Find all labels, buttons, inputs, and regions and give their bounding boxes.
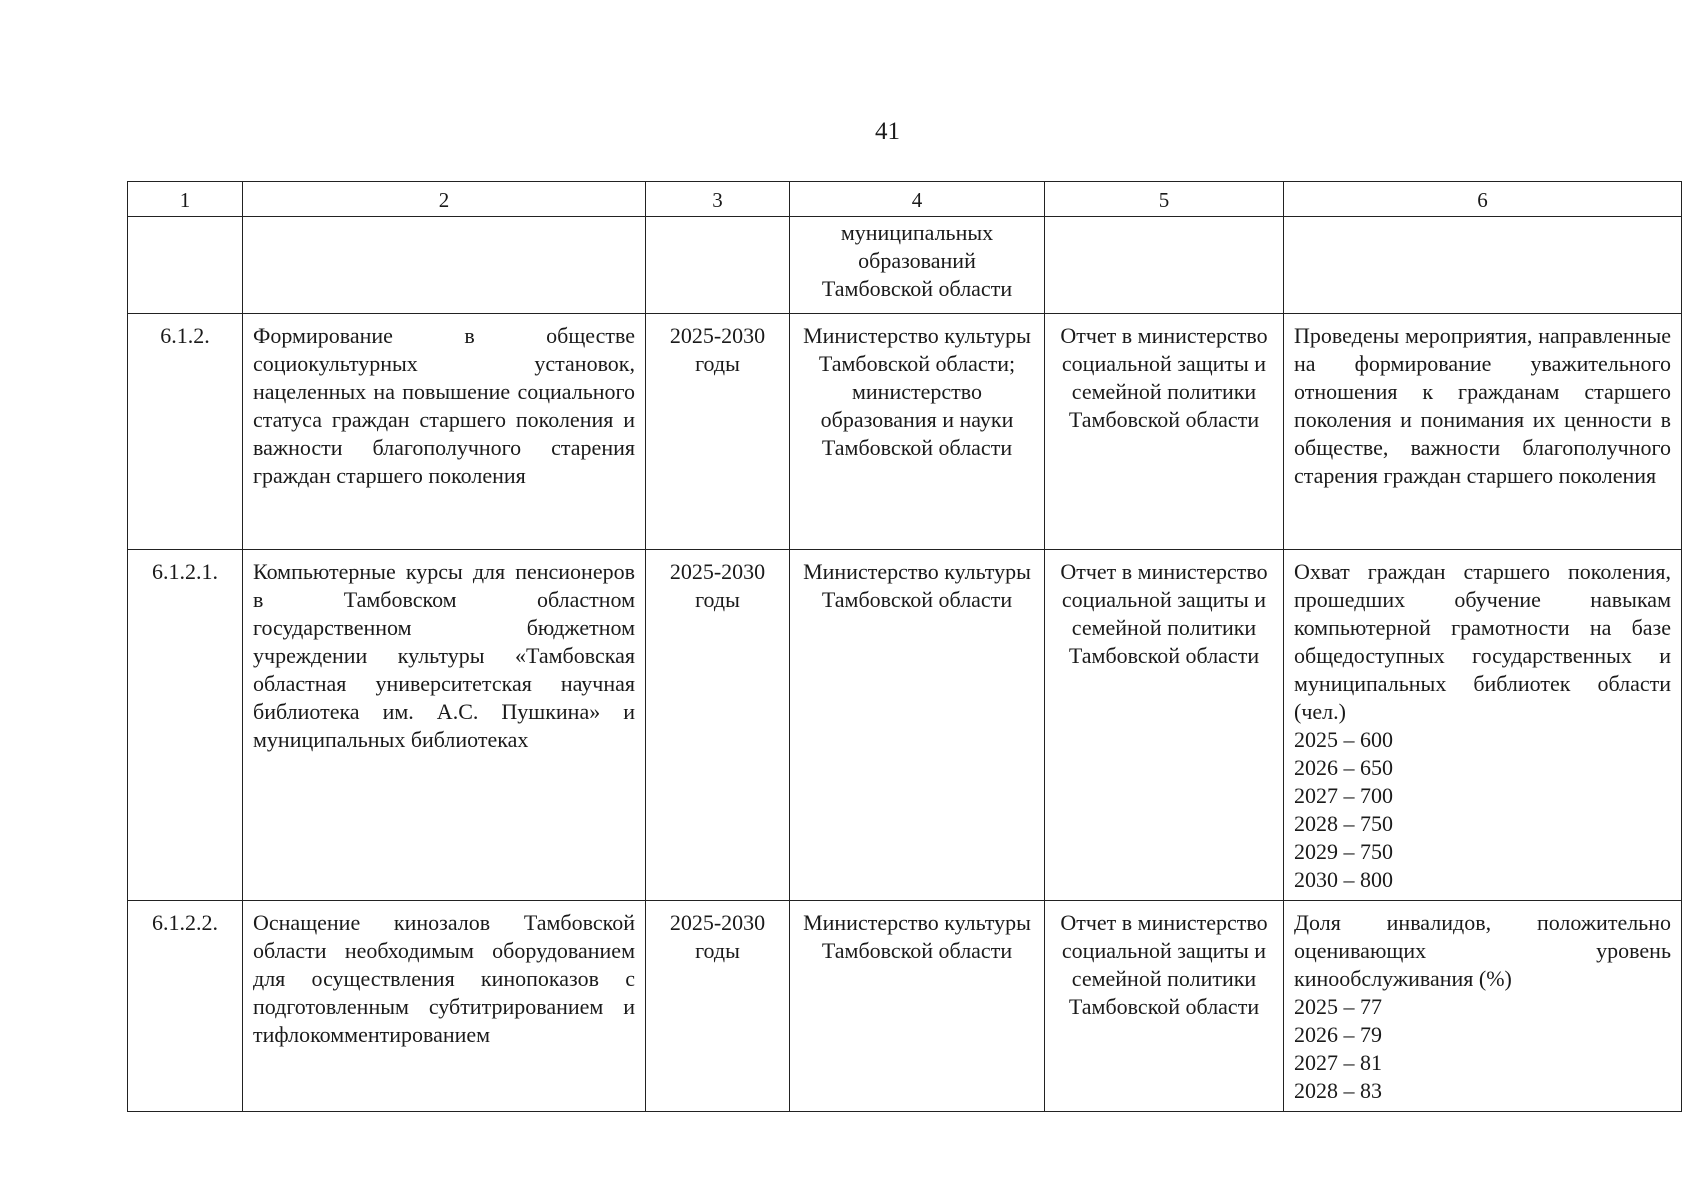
column-header: 5 [1045, 182, 1284, 217]
row-measure: Оснащение кинозалов Тамбовской области необходимым оборудованием для осуществления кинопоказов с подготовленным субтитрированием и тифлокомментированием [243, 901, 646, 1112]
row-executor: Министерство культуры Тамбовской области [790, 901, 1045, 1112]
result-line: 2028 – 750 [1294, 811, 1393, 836]
row-result [1284, 901, 1682, 1112]
result-line: 2027 – 700 [1294, 783, 1393, 808]
result-line: 2028 – 83 [1294, 1078, 1382, 1103]
row-result [1284, 314, 1682, 550]
result-line: 2030 – 800 [1294, 867, 1393, 892]
result-line: 2025 – 600 [1294, 727, 1393, 752]
row-period [646, 217, 790, 314]
table-row [128, 217, 1682, 314]
measures-table [127, 181, 1682, 1112]
table-header-row [128, 182, 1682, 217]
row-result [1284, 217, 1682, 314]
result-line: 2027 – 81 [1294, 1050, 1382, 1075]
row-report: Отчет в министерство социальной защиты и семейной политики Тамбовской области [1045, 901, 1284, 1112]
row-executor: Министерство культуры Тамбовской области [790, 550, 1045, 901]
result-line: 2026 – 650 [1294, 755, 1393, 780]
column-header: 2 [243, 182, 646, 217]
table-row [128, 901, 1682, 1112]
column-header: 6 [1284, 182, 1682, 217]
row-number [128, 217, 243, 314]
row-measure: Формирование в обществе социокультурных установок, нацеленных на повышение социального статуса граждан старшего поколения и важности благополучного старения граждан старшего поколения [243, 314, 646, 550]
row-executor: Министерство культуры Тамбовской области; министерство образования и науки Тамбовской области [790, 314, 1045, 550]
page-number: 41 [875, 118, 900, 145]
row-number: 6.1.2. [128, 314, 243, 550]
result-line: 2026 – 79 [1294, 1022, 1382, 1047]
column-header: 3 [646, 182, 790, 217]
result-line: 2029 – 750 [1294, 839, 1393, 864]
row-period: 2025-2030 годы [646, 901, 790, 1112]
row-report: Отчет в министерство социальной защиты и семейной политики Тамбовской области [1045, 314, 1284, 550]
row-measure [243, 217, 646, 314]
table-row [128, 550, 1682, 901]
result-line: Проведены мероприятия, направленные на формирование уважительного отношения к гражданам старшего поколения и понимания их ценности в обществе, важности благополучного старения граждан старшего поколения [1294, 323, 1671, 488]
table-row [128, 314, 1682, 550]
row-executor: муниципальных образований Тамбовской области [790, 217, 1045, 314]
result-line: 2025 – 77 [1294, 994, 1382, 1019]
row-result [1284, 550, 1682, 901]
row-period: 2025-2030 годы [646, 550, 790, 901]
result-line: Доля инвалидов, положительно оценивающих уровень кинообслуживания (%) [1294, 910, 1671, 991]
result-line: Охват граждан старшего поколения, прошедших обучение навыкам компьютерной грамотности на базе общедоступных государственных и муниципальных библиотек области (чел.) [1294, 559, 1671, 724]
row-report: Отчет в министерство социальной защиты и семейной политики Тамбовской области [1045, 550, 1284, 901]
row-number: 6.1.2.2. [128, 901, 243, 1112]
column-header: 4 [790, 182, 1045, 217]
column-header: 1 [128, 182, 243, 217]
row-period: 2025-2030 годы [646, 314, 790, 550]
row-measure: Компьютерные курсы для пенсионеров в Тамбовском областном государственном бюджетном учреждении культуры «Тамбовская областная университетская научная библиотека им. А.С. Пушкина» и муниципальных библиотеках [243, 550, 646, 901]
row-report [1045, 217, 1284, 314]
row-number: 6.1.2.1. [128, 550, 243, 901]
